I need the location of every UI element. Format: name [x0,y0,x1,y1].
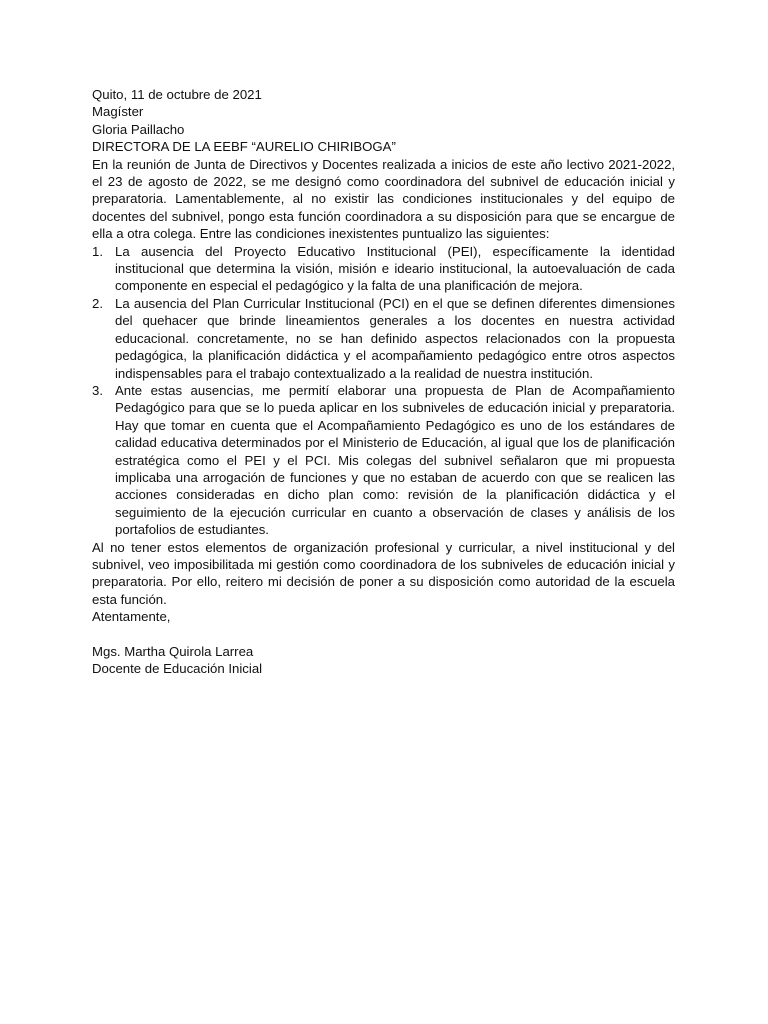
recipient-title: Magíster [92,104,144,120]
list-item [92,382,675,539]
signer-name: Mgs. Martha Quirola Larrea [92,643,254,659]
list-item-number: 2. [92,295,103,311]
conditions-list [92,243,675,539]
blank-line [92,626,675,643]
place-date: Quito, 11 de octubre de 2021 [92,87,262,102]
intro-paragraph: En la reunión de Junta de Directivos y Docentes realizada a inicios de este año lectivo 2021-2022, el 23 de agosto de 2022, se me designó como coordinadora del subnivel de educación inicial y preparatoria. Lamentablemente, al no existir las condiciones institucionales y del equipo de docentes del subnivel, pongo esta función coordinadora a su disposición para que se encargue de ella a otra colega. Entre las condiciones inexistentes puntualizo las siguientes: [92,156,675,242]
list-item-number: 1. [92,243,103,259]
signer-position: Docente de Educación Inicial [92,661,263,677]
list-item-text: La ausencia del Proyecto Educativo Institucional (PEI), específicamente la identidad institucional que determina la visión, misión e ideario institucional, la autoevaluación de cada componente en especial el pedagógico y la falta de una planificación de mejora. [115,243,675,294]
list-item-text: La ausencia del Plan Curricular Institucional (PCI) en el que se definen diferentes dimensiones del quehacer que brinde lineamientos generales a los docentes en nuestra actividad educacional. concretamente, no se han definido aspectos relacionados con la propuesta pedagógica, la planificación didáctica y el acompañamiento pedagógico entre otros aspectos indispensables para el trabajo contextualizado a la realidad de nuestra institución. [115,295,675,381]
farewell: Atentamente, [92,609,171,625]
list-item-text: Ante estas ausencias, me permití elaborar una propuesta de Plan de Acompañamiento Pedagógico para que se lo pueda aplicar en los subniveles de educación inicial y preparatoria. Hay que tomar en cuenta que el Acompañamiento Pedagógico es uno de los estándares de calidad educativa determinados por el Ministerio de Educación, al igual que los de planificación estratégica como el PEI y el PCI. Mis colegas del subnivel señalaron que mi propuesta implicaba una arrogación de funciones y que no estaban de acuerdo con que se realicen las acciones consideradas en dicho plan como: revisión de la planificación didáctica y el seguimiento de la ejecución curricular en cuanto a observación de clases y análisis de los portafolios de estudiantes. [115,382,675,538]
recipient-name: Gloria Paillacho [92,121,185,137]
list-item [92,295,675,382]
list-item [92,243,675,295]
closing-paragraph: Al no tener estos elementos de organización profesional y curricular, a nivel institucional y del subnivel, veo imposibilitada mi gestión como coordinadora de los subniveles de educación inicial y preparatoria. Por ello, reitero mi decisión de poner a su disposición como autoridad de la escuela esta función. [92,539,675,607]
recipient-position: DIRECTORA DE LA EEBF “AURELIO CHIRIBOGA” [92,139,396,155]
list-item-number: 3. [92,382,103,398]
letter-body [92,86,675,678]
